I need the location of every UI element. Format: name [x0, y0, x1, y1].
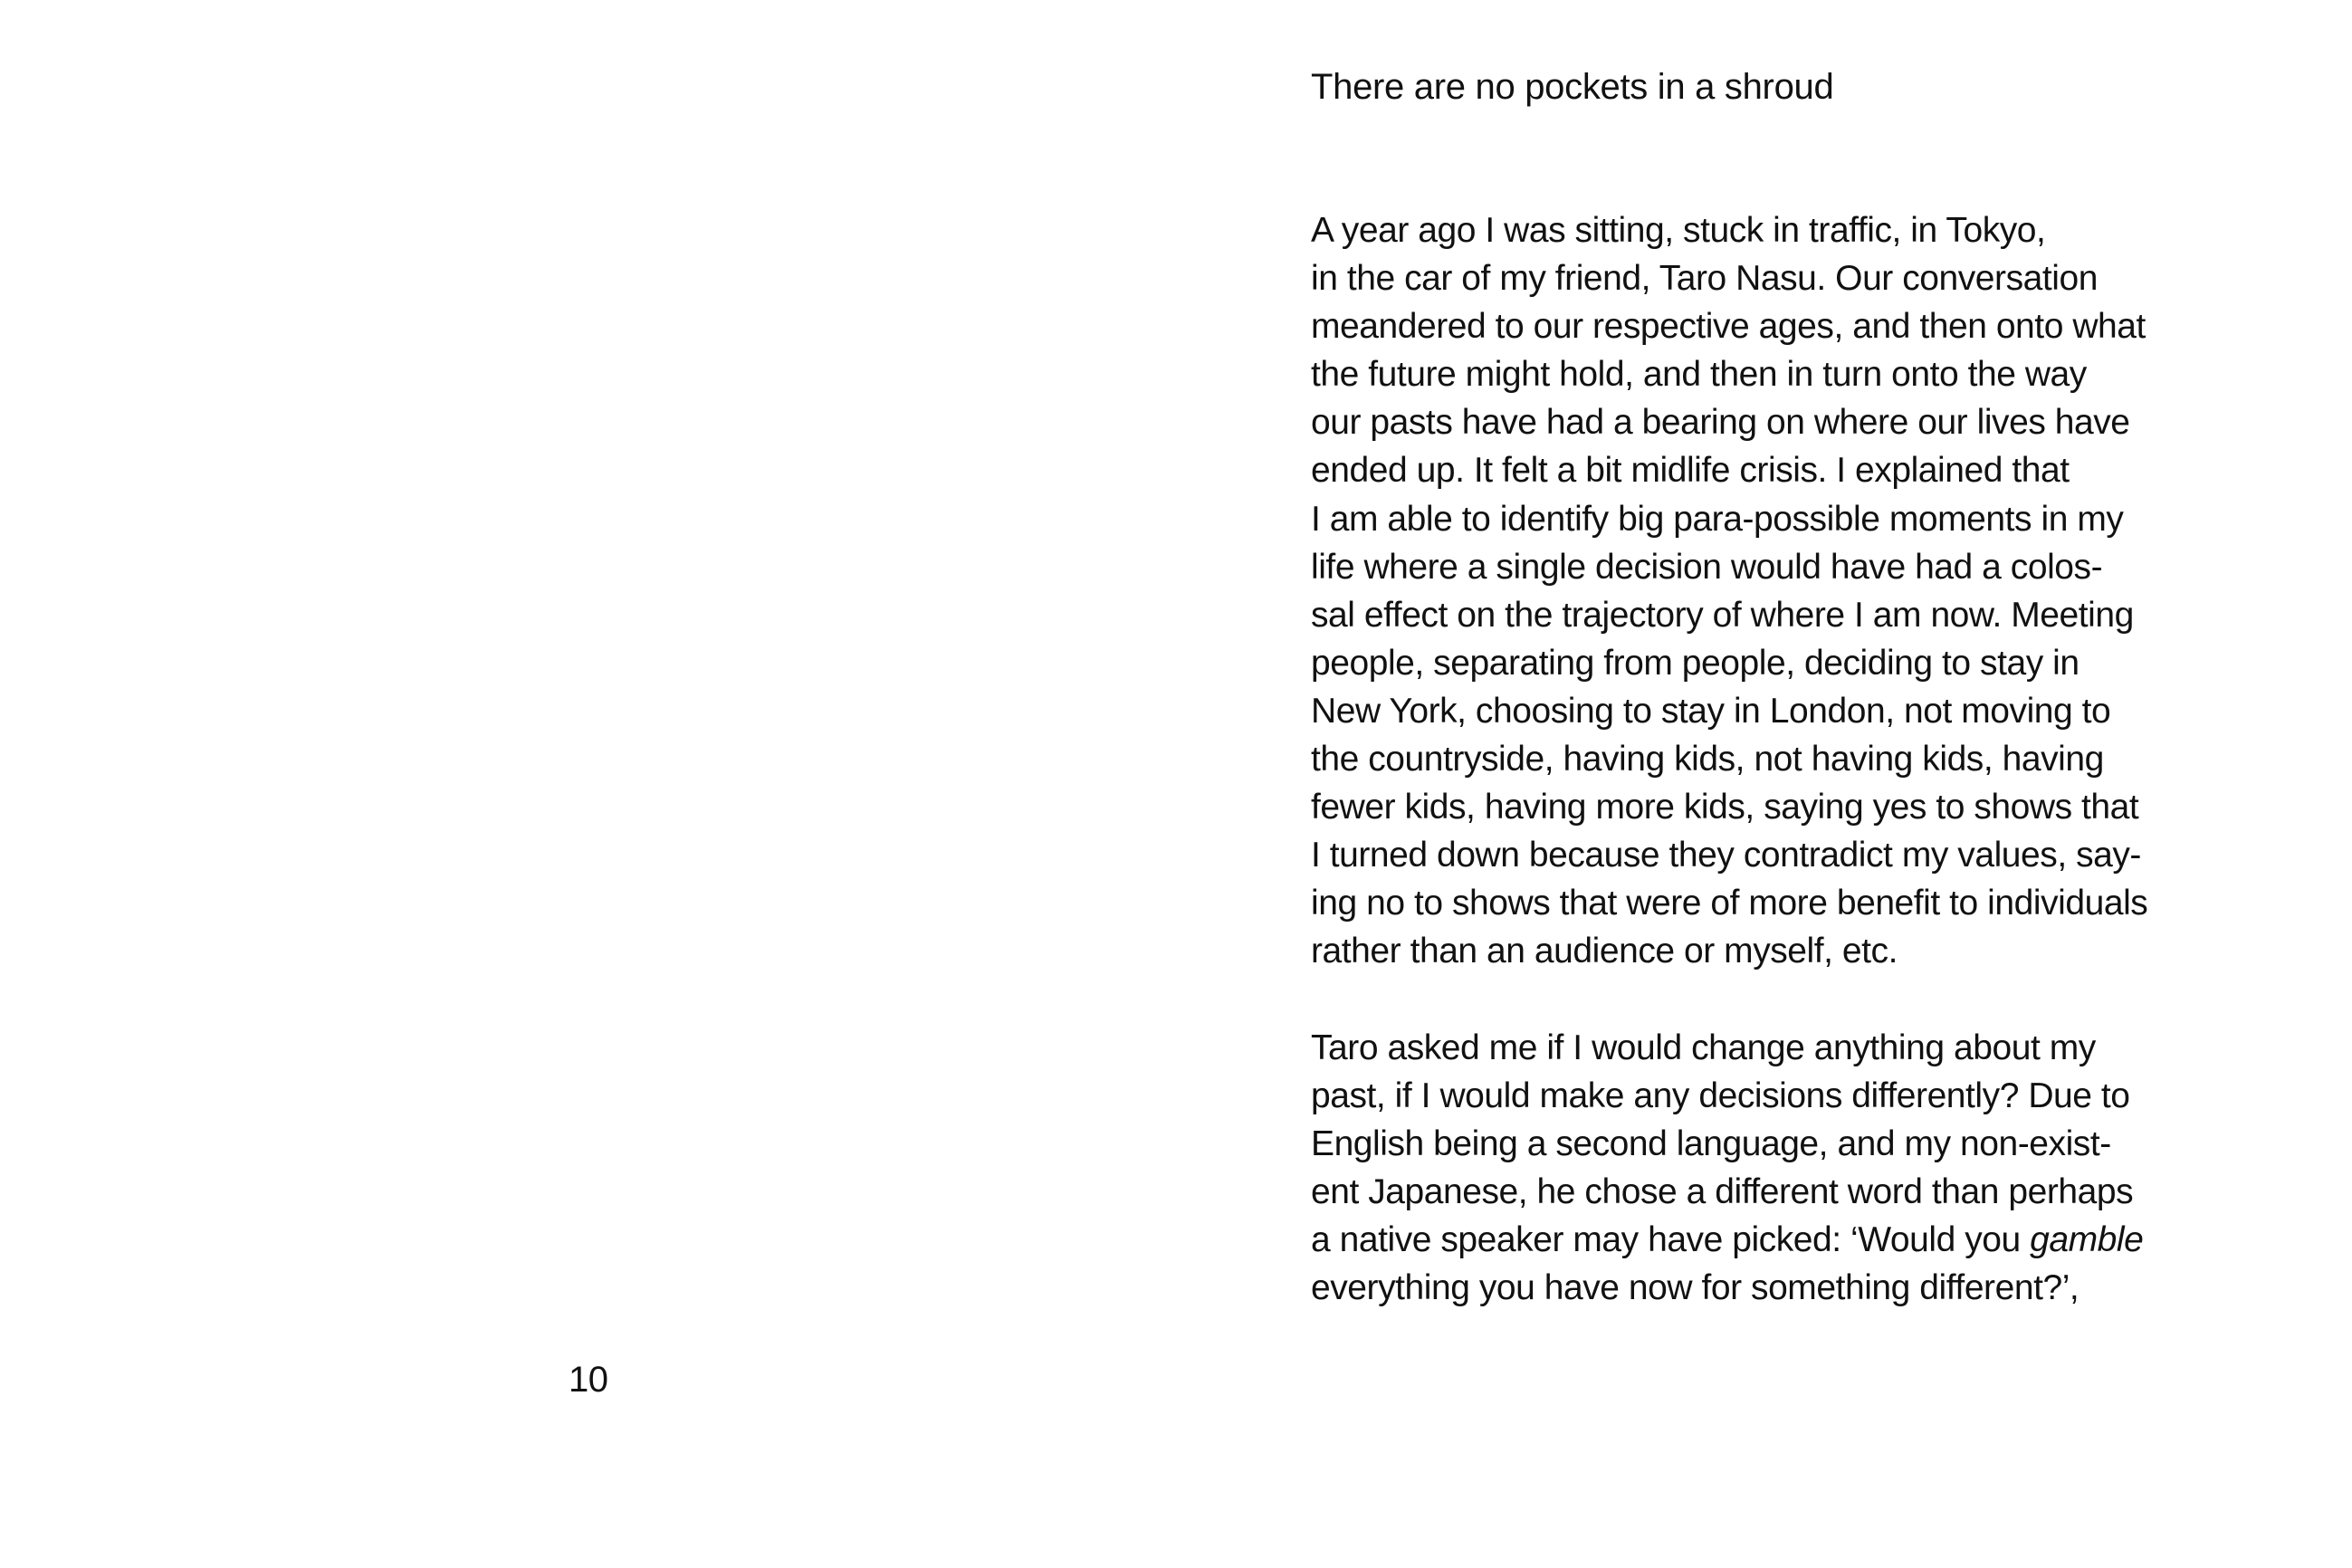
page-number: 10 [569, 1360, 608, 1400]
text-line: everything you have now for something different?’, [1311, 1267, 2080, 1307]
text-line: in the car of my friend, Taro Nasu. Our conversation [1311, 259, 2098, 299]
text-line: New York, choosing to stay in London, not moving to [1311, 691, 2111, 731]
paragraph-2 [1311, 1024, 2225, 1313]
emphasized-word: gamble [2030, 1219, 2144, 1259]
essay-body [1311, 206, 2225, 1360]
text-segment: a native speaker may have picked: ‘Would you [1311, 1219, 2031, 1259]
text-line: people, separating from people, deciding to stay in [1311, 643, 2080, 683]
text-line: life where a single decision would have had a colos- [1311, 547, 2103, 587]
text-line: I turned down because they contradict my values, say- [1311, 836, 2141, 875]
text-line: meandered to our respective ages, and then onto what [1311, 307, 2146, 347]
text-line: rather than an audience or myself, etc. [1311, 932, 1898, 971]
essay-title: There are no pockets in a shroud [1311, 67, 1834, 107]
text-line: ended up. It felt a bit midlife crisis. I explained that [1311, 451, 2070, 491]
text-line: English being a second language, and my non-exist- [1311, 1123, 2111, 1163]
text-line: the countryside, having kids, not having kids, having [1311, 740, 2104, 779]
right-page [1176, 0, 2352, 1568]
text-line: ent Japanese, he chose a different word than perhaps [1311, 1171, 2134, 1211]
text-line: A year ago I was sitting, stuck in traffic, in Tokyo, [1311, 211, 2046, 250]
text-line: Taro asked me if I would change anything about my [1311, 1028, 2096, 1067]
text-line-with-emphasis [1311, 1216, 2225, 1264]
text-line: the future might hold, and then in turn onto the way [1311, 355, 2087, 395]
text-line: sal effect on the trajectory of where I am now. Meeting [1311, 595, 2134, 635]
text-line: fewer kids, having more kids, saying yes to shows that [1311, 788, 2139, 827]
text-line: I am able to identify big para-possible moments in my [1311, 499, 2124, 539]
text-line: past, if I would make any decisions differently? Due to [1311, 1076, 2130, 1115]
paragraph-1 [1311, 206, 2225, 976]
text-line: ing no to shows that were of more benefit to individuals [1311, 884, 2148, 923]
text-line: our pasts have had a bearing on where our lives have [1311, 403, 2130, 443]
